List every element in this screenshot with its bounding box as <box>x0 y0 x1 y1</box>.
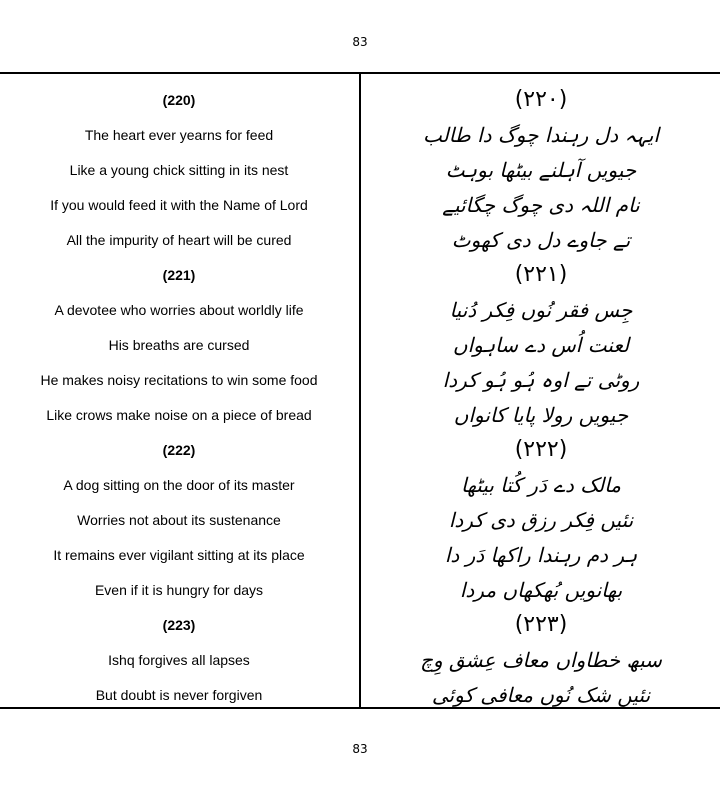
verse-line-ur: تے جاوے دل دی کھوٹ <box>451 227 631 252</box>
verse-number-220-ur: (۲۲۰) <box>514 87 568 112</box>
verse-number-221-en: (221) <box>162 266 196 283</box>
verse-line-ur: مالک دے دَر کُتا بیٹھا <box>460 472 622 497</box>
verse-line-en: Like crows make noise on a piece of bread <box>46 406 312 423</box>
verse-line-ur: جِس فقر نُوں فِکر دُنیا <box>449 297 633 322</box>
verse-line-ur: بھانویں بُھکھاں مردا <box>459 577 623 602</box>
verse-line-en: His breaths are cursed <box>108 336 250 353</box>
page-number-bottom: 83 <box>352 742 368 756</box>
verse-number-220-en: (220) <box>162 91 196 108</box>
verse-line-en: A devotee who worries about worldly life <box>54 301 304 318</box>
english-column <box>0 82 358 712</box>
verse-line-ur: نام اللہ دی چوگ چگائیے <box>442 192 640 217</box>
verse-number-223-ur: (۲۲۳) <box>514 612 568 637</box>
verse-line-ur: نئیں شک نُوں معافی کوئی <box>431 682 651 707</box>
verse-line-ur: سبھ خطاواں معاف عِشق وِچ <box>420 647 662 672</box>
verse-line-en: Worries not about its sustenance <box>77 511 281 528</box>
verse-line-ur: لعنت اُس دے ساہواں <box>452 332 630 357</box>
verse-line-en: The heart ever yearns for feed <box>84 126 274 143</box>
verse-line-en: It remains ever vigilant sitting at its place <box>53 546 305 563</box>
verse-line-ur: ایہہ دل رہندا چوگ دا طالب <box>422 122 660 147</box>
verse-line-ur: جیویں رولا پایا کانواں <box>453 402 629 427</box>
verse-number-221-ur: (۲۲۱) <box>514 262 568 287</box>
verse-line-en: He makes noisy recitations to win some food <box>40 371 318 388</box>
verse-line-en: All the impurity of heart will be cured <box>66 231 292 248</box>
verse-number-223-en: (223) <box>162 616 196 633</box>
verse-line-en: A dog sitting on the door of its master <box>63 476 295 493</box>
page-number-top: 83 <box>352 35 368 49</box>
verse-number-222-en: (222) <box>162 441 196 458</box>
column-divider <box>359 74 361 707</box>
verse-line-en: If you would feed it with the Name of Lord <box>50 196 308 213</box>
verse-line-ur: روٹی تے اوہ ہُو ہُو کردا <box>442 367 640 392</box>
verse-line-ur: جیویں آہلنے بیٹھا بوہٹ <box>445 157 637 182</box>
verse-line-en: Like a young chick sitting in its nest <box>69 161 289 178</box>
verse-line-en: But doubt is never forgiven <box>95 686 263 703</box>
verse-line-en: Even if it is hungry for days <box>94 581 264 598</box>
verse-table <box>0 72 720 709</box>
verse-number-222-ur: (۲۲۲) <box>514 437 568 462</box>
urdu-column <box>362 82 720 712</box>
verse-line-ur: نئیں فِکر رزق دی کردا <box>448 507 634 532</box>
verse-line-en: Ishq forgives all lapses <box>108 651 250 668</box>
verse-line-ur: ہر دم رہندا راکھا دَر دا <box>444 542 638 567</box>
